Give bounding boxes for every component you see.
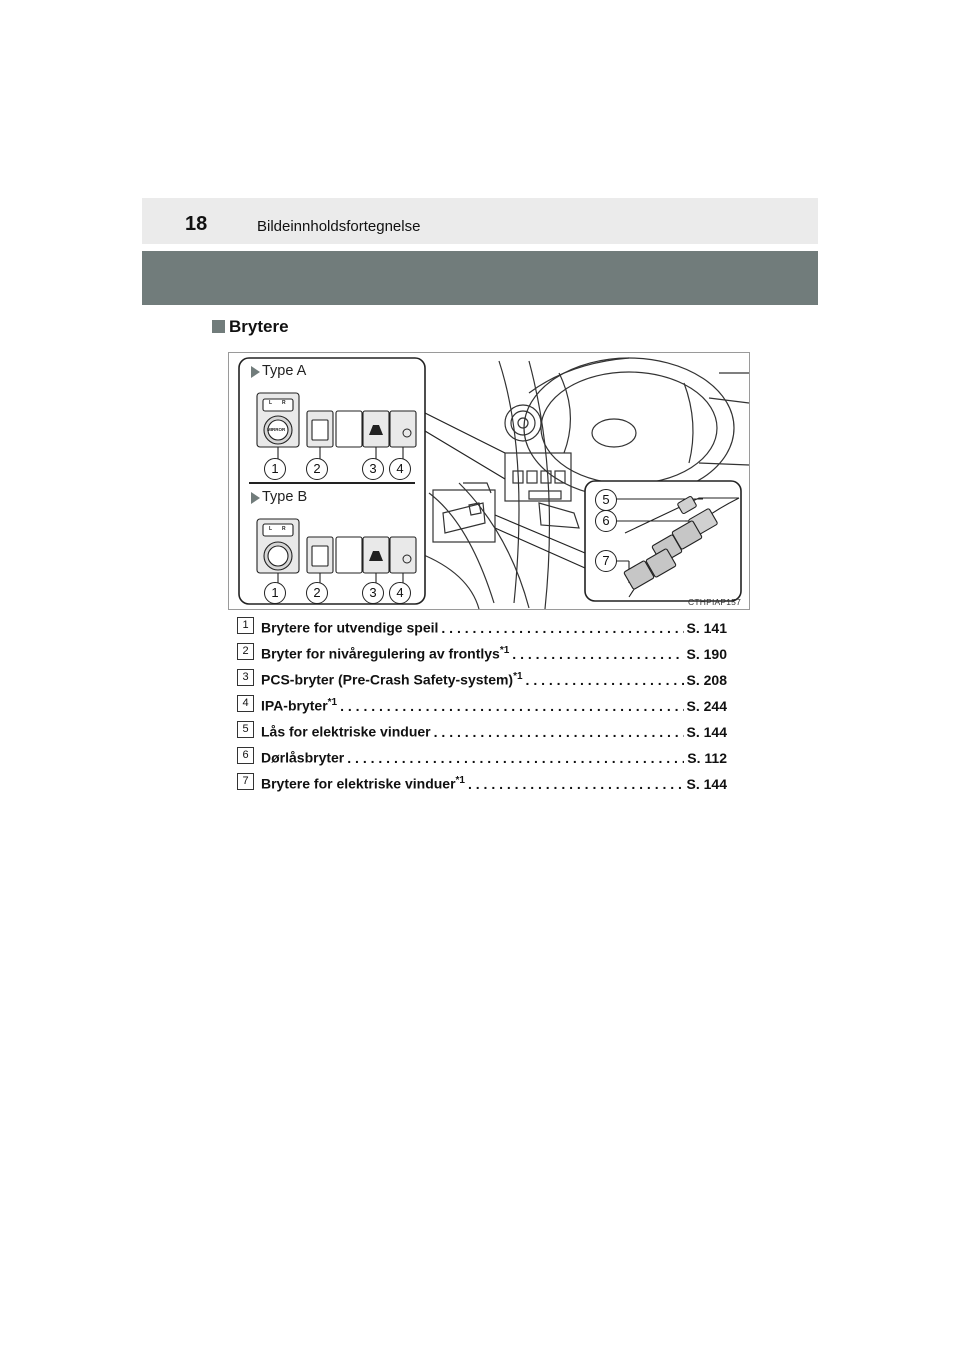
leader-dots <box>526 671 684 689</box>
callout-4-a: 4 <box>389 458 411 480</box>
switch-list <box>237 616 727 798</box>
chapter-band <box>142 251 818 305</box>
item-number: 4 <box>237 695 254 712</box>
ipa-switch-b <box>390 537 416 573</box>
list-item <box>237 772 727 798</box>
page-reference[interactable]: S. 190 <box>686 645 727 662</box>
item-label: Lås for elektriske vinduer <box>261 723 431 740</box>
item-number: 6 <box>237 747 254 764</box>
ipa-switch-a <box>390 411 416 447</box>
page-reference[interactable]: S. 244 <box>686 697 727 714</box>
header-bar <box>142 198 818 244</box>
page-reference[interactable]: S. 144 <box>686 723 727 740</box>
mirror-right-label: R <box>282 400 286 406</box>
mirror-text-label: MIRROR <box>267 427 286 432</box>
heading-square-icon <box>212 320 225 333</box>
list-item <box>237 746 727 772</box>
leader-dots <box>468 775 684 793</box>
page-reference[interactable]: S. 141 <box>686 619 727 636</box>
item-number: 3 <box>237 669 254 686</box>
mirror-b-left-label: L <box>269 526 273 532</box>
leader-dots <box>441 619 683 637</box>
callout-3-a: 3 <box>362 458 384 480</box>
item-label: PCS-bryter (Pre-Crash Safety-system)$^{*1}$ <box>261 671 523 688</box>
callout-3-b: 3 <box>362 582 384 604</box>
section-heading <box>212 318 289 335</box>
mirror-b-right-label: R <box>282 526 286 532</box>
figure-code: CTHPIAP157 <box>688 597 742 607</box>
callout-1-b: 1 <box>264 582 286 604</box>
leader-dots <box>340 697 683 715</box>
list-item <box>237 720 727 746</box>
item-label: IPA-bryter$^{*1}$ <box>261 697 338 714</box>
leader-dots <box>347 749 684 767</box>
leader-dots <box>512 645 683 663</box>
list-item <box>237 668 727 694</box>
item-label: Brytere for utvendige speil <box>261 619 439 636</box>
item-number: 5 <box>237 721 254 738</box>
callout-4-b: 4 <box>389 582 411 604</box>
illustration-drawing <box>229 353 751 611</box>
heading-text: Brytere <box>229 317 289 336</box>
callout-2-b: 2 <box>306 582 328 604</box>
item-label: Dørlåsbryter <box>261 749 345 766</box>
pillar-line <box>499 361 519 603</box>
leader-dots <box>434 723 684 741</box>
type-b-label: Type B <box>262 489 308 505</box>
page-reference[interactable]: S. 144 <box>686 775 727 792</box>
blank-switch-b <box>336 537 362 573</box>
list-item <box>237 642 727 668</box>
callout-5: 5 <box>595 489 617 511</box>
mirror-left-label: L <box>269 400 273 406</box>
callout-6: 6 <box>595 510 617 532</box>
section-title: Bildeinnholdsfortegnelse <box>257 218 421 235</box>
page-reference[interactable]: S. 112 <box>687 749 727 766</box>
list-item <box>237 694 727 720</box>
blank-switch-a <box>336 411 362 447</box>
type-a-label: Type A <box>262 363 307 379</box>
callout-1-a: 1 <box>264 458 286 480</box>
item-label: Brytere for elektriske vinduer$^{*1}$ <box>261 775 465 792</box>
item-number: 7 <box>237 773 254 790</box>
item-label: Bryter for nivåregulering av frontlys$^{*1}$ <box>261 645 510 662</box>
switches-illustration <box>228 352 750 610</box>
page-number: 18 <box>185 213 208 235</box>
callout-2-a: 2 <box>306 458 328 480</box>
item-number: 1 <box>237 617 254 634</box>
page-reference[interactable]: S. 208 <box>686 671 727 688</box>
item-number: 2 <box>237 643 254 660</box>
callout-7: 7 <box>595 550 617 572</box>
list-item <box>237 616 727 642</box>
